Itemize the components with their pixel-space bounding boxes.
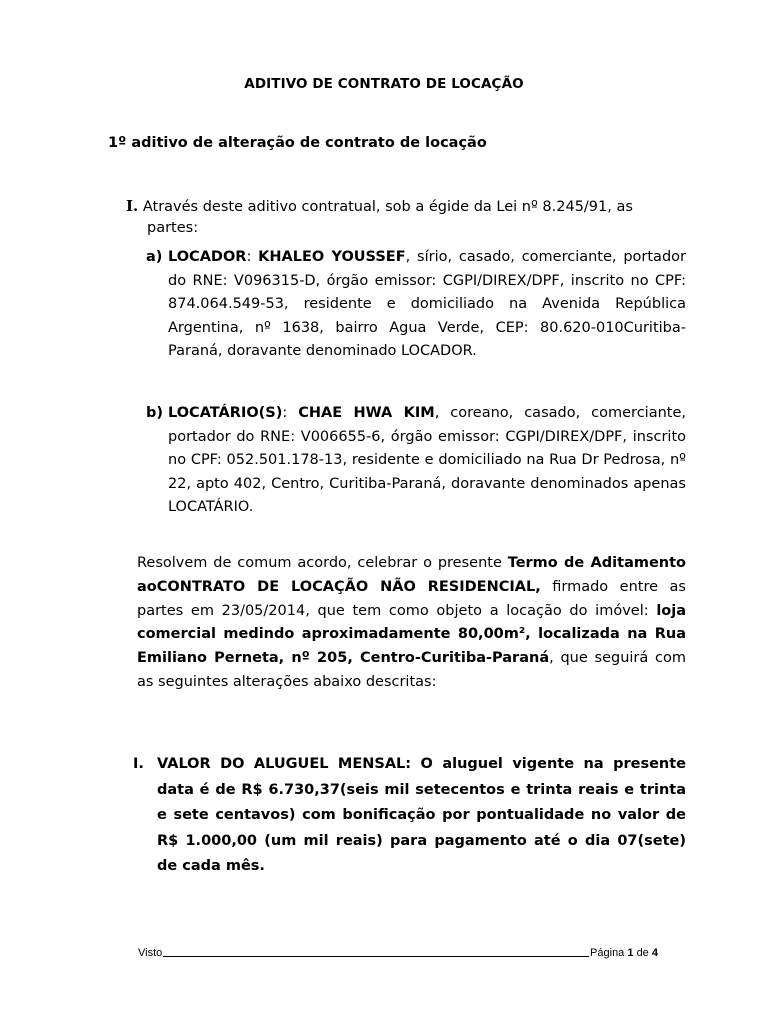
party-a-name: KHALEO YOUSSEF	[258, 249, 406, 265]
section-1-line2: partes:	[147, 220, 199, 236]
agreement-paragraph	[137, 552, 686, 695]
agreement-bold-2: loja comercial medindo aproximadamente 80,00m², localizada na Rua Emiliano Perneta, nº 205, Centro-Curitiba-Paraná	[137, 602, 686, 667]
page-footer	[138, 947, 658, 959]
party-b-sep: :	[282, 405, 299, 421]
party-a-text	[168, 246, 686, 364]
agreement-text-1: Resolvem de comum acordo, celebrar o presente	[137, 555, 508, 571]
party-b-locatario	[146, 402, 686, 520]
section-1-intro	[126, 196, 686, 239]
agreement-text-2: firmado entre as partes em 23/05/2014, que tem como objeto a locação do imóvel:	[137, 578, 686, 619]
party-a-locador	[146, 246, 686, 364]
party-a-role: LOCADOR	[168, 249, 247, 265]
footer-of-word: de	[636, 947, 649, 959]
party-a-sep: :	[246, 249, 259, 265]
section-2-text: VALOR DO ALUGUEL MENSAL: O aluguel vigente na presente data é de R$ 6.730,37(seis mil setecentos e trinta reais e trinta e sete centavos) com bonificação por pontualidade no valor de R$ 1.000,00 (um mil reais) para pagamento até o dia 07(sete) de cada mês.	[157, 756, 686, 874]
footer-page-current: 1	[627, 947, 634, 959]
footer-page-total: 4	[651, 947, 658, 959]
party-b-text	[168, 402, 686, 520]
section-2-number: I.	[133, 756, 144, 772]
party-b-name: CHAE HWA KIM	[298, 405, 435, 421]
footer-signature-line	[163, 956, 589, 957]
section-1-number: I.	[126, 197, 139, 215]
document-subtitle: 1º aditivo de alteração de contrato de locação	[108, 135, 487, 151]
document-title: ADITIVO DE CONTRATO DE LOCAÇÃO	[244, 76, 524, 92]
party-a-details: , sírio, casado, comerciante, portador do RNE: V096315-D, órgão emissor: CGPI/DIREX/DPF, inscrito no CPF: 874.064.549-53, residente e domiciliado na Avenida República Argentina, nº 1638, bairro Agua Verde, CEP: 80.620-010Curitiba-Paraná, doravante denominado LOCADOR.	[168, 249, 686, 359]
agreement-bold-1: Termo de Aditamento aoCONTRATO DE LOCAÇÃO NÃO RESIDENCIAL,	[137, 555, 687, 595]
party-b-label: b)	[146, 405, 164, 421]
footer-page-word: Página	[590, 947, 625, 959]
section-1-line1: Através deste aditivo contratual, sob a égide da Lei nº 8.245/91, as	[142, 199, 633, 215]
agreement-text-3: , que seguirá com as seguintes alterações abaixo descritas:	[137, 650, 686, 690]
footer-visto-label: Visto	[138, 947, 163, 959]
party-b-details: , coreano, casado, comerciante, portador do RNE: V006655-6, órgão emissor: CGPI/DIREX/DPF, inscrito no CPF: 052.501.178-13, residente e domiciliado na Rua Dr Pedrosa, nº 22, apto 402, Centro, Curitiba-Paraná, doravante denominados apenas LOCATÁRIO.	[168, 405, 686, 515]
party-a-label: a)	[146, 249, 163, 265]
party-b-role: LOCATÁRIO(S)	[168, 405, 283, 421]
section-2-rent-value	[133, 752, 686, 880]
